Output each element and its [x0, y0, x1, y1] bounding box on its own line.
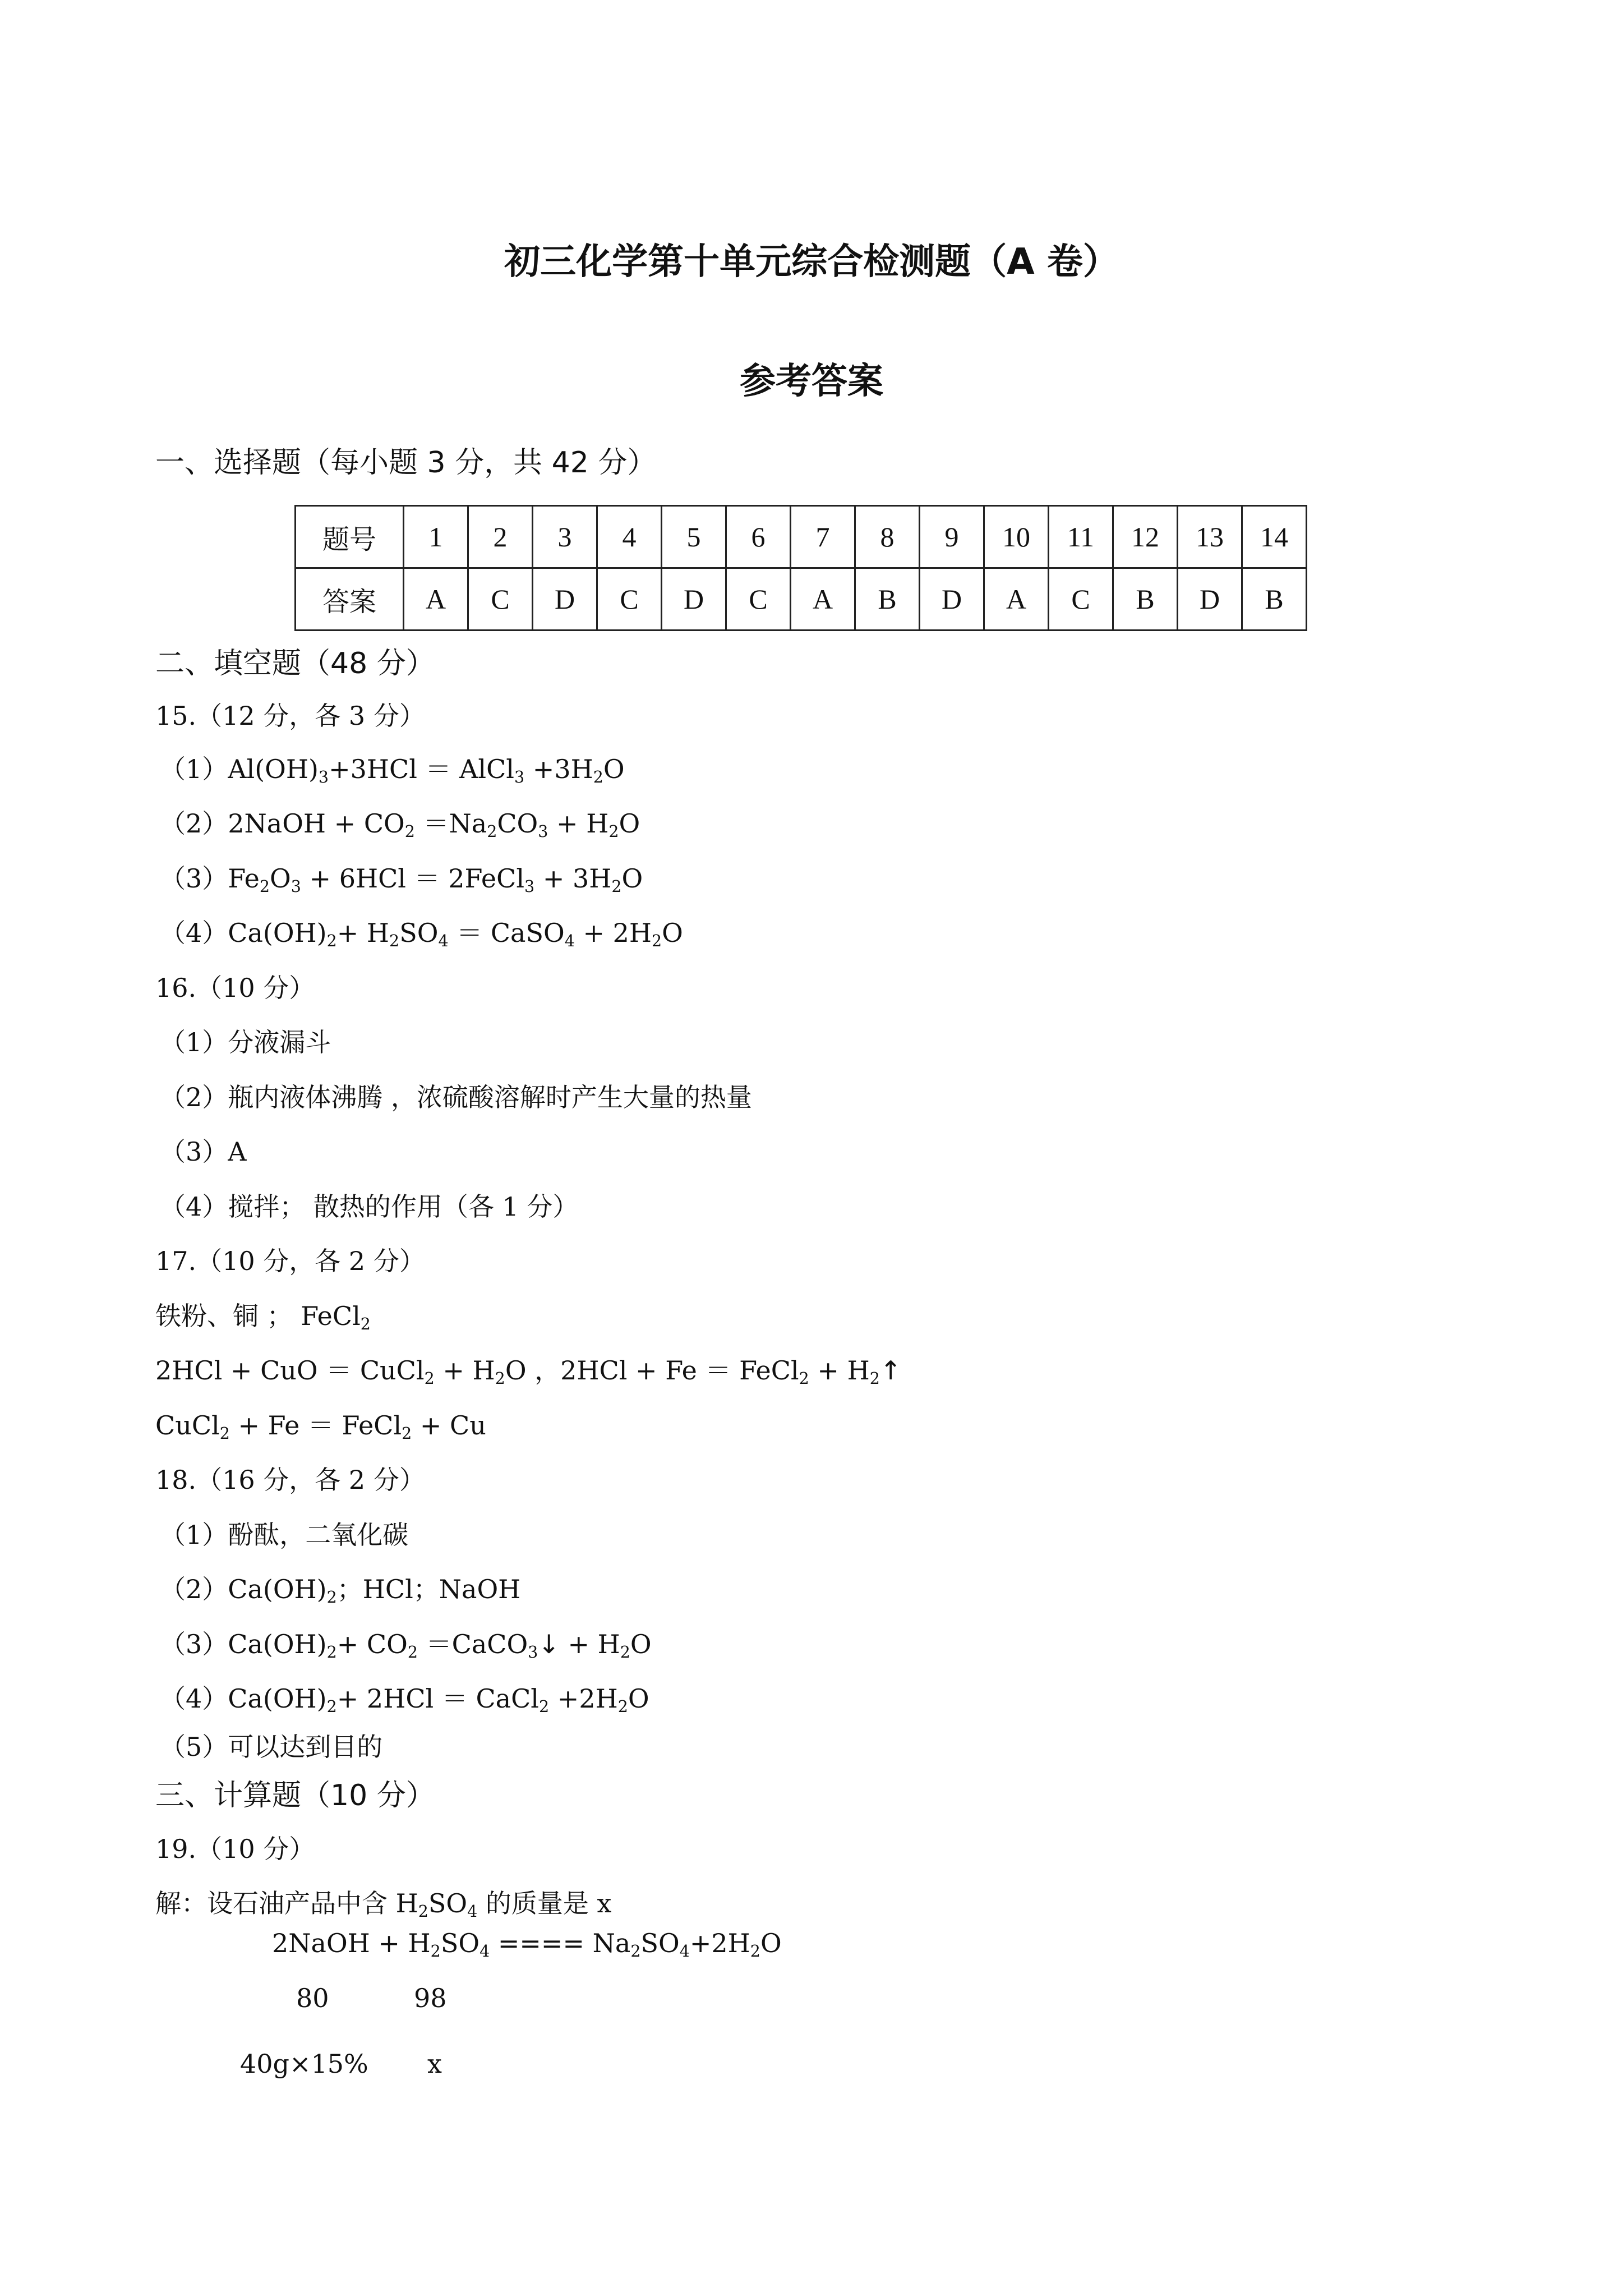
q19-unknown: x [427, 2049, 442, 2079]
q17-answer-2: 2HCl + CuO ＝ CuCl$_2$ + $H_2O$ ，2HCl + Fe ＝ FeCl$_2$ + $H_2↑$ [155, 1355, 902, 1388]
q15-answer-2: （2）2NaOH + $CO_2 =Na_2CO_3 + H_2O$ [160, 808, 640, 841]
row-label-number: 题号 [296, 506, 404, 568]
q19-label: 19.（10 分） [155, 1834, 315, 1864]
q18-label: 18.（16 分，各 2 分） [155, 1465, 425, 1495]
table-cell-answer: B [1242, 568, 1307, 631]
table-cell-number: 10 [984, 506, 1049, 568]
gas-arrow-icon: ↑ [879, 1355, 902, 1386]
q19-mass-h2so4: 98 [414, 1983, 447, 2013]
row-label-answer: 答案 [296, 568, 404, 631]
q16-answer-1: （1）分液漏斗 [160, 1027, 331, 1057]
q17-label: 17.（10 分，各 2 分） [155, 1246, 425, 1276]
table-cell-answer: C [468, 568, 533, 631]
q15-answer-1: $(1)Al(OH)_3+3HCl$ ＝ AlCl$_3$ $+3H_2O$ [160, 754, 625, 786]
q19-equation: 2NaOH + $H_2SO_4$ ==== $Na_2SO_4+2H_2O$ [272, 1928, 782, 1961]
table-cell-answer: C [1049, 568, 1113, 631]
table-cell-number: 4 [597, 506, 662, 568]
table-cell-number: 6 [726, 506, 791, 568]
table-cell-answer: B [855, 568, 920, 631]
q16-answer-3: （3）A [160, 1137, 247, 1167]
table-row-answers [296, 568, 1307, 631]
table-cell-answer: C [597, 568, 662, 631]
table-cell-number: 5 [662, 506, 726, 568]
table-cell-number: 14 [1242, 506, 1307, 568]
table-cell-number: 8 [855, 506, 920, 568]
table-cell-answer: D [1178, 568, 1242, 631]
table-cell-number: 2 [468, 506, 533, 568]
table-cell-number: 12 [1113, 506, 1178, 568]
q17-answer-1: 铁粉、铜 ； FeCl$_2$ [155, 1301, 371, 1333]
q18-answer-2: $(2)Ca(OH)_2$；HCl；NaOH [160, 1574, 521, 1607]
table-cell-number: 13 [1178, 506, 1242, 568]
q18-answer-3: $(3)Ca(OH)_2+ CO_2$ ＝CaCO$_3$↓ + $H_2O$ [160, 1629, 652, 1662]
table-cell-number: 7 [791, 506, 855, 568]
section3-heading: 三、计算题（10 分） [155, 1779, 435, 1812]
q15-answer-3: $(3)Fe_2O_3 + 6HCl$ ＝ 2FeCl$_3$ + $3H_2O$ [160, 863, 643, 896]
section2-heading: 二、填空题（48 分） [155, 647, 435, 680]
q15-label: 15.（12 分，各 3 分） [155, 701, 425, 731]
precipitate-arrow-icon: ↓ [538, 1629, 560, 1659]
page-subtitle: 参考答案 [740, 361, 883, 402]
table-cell-answer: B [1113, 568, 1178, 631]
section1-heading: 一、选择题（每小题 3 分，共 42 分） [155, 446, 657, 480]
page-title: 初三化学第十单元综合检测题（A 卷） [504, 241, 1119, 283]
q15-answer-4: $(4)Ca(OH)_2+ H_2SO_4$ ＝ CaSO$_4$ + $2H_2O$ [160, 918, 683, 950]
table-cell-number: 11 [1049, 506, 1113, 568]
q16-answer-4: （4）搅拌； 散热的作用（各 1 分） [160, 1191, 579, 1222]
table-cell-answer: A [404, 568, 468, 631]
q16-label: 16.（10 分） [155, 973, 315, 1003]
table-cell-answer: A [791, 568, 855, 631]
q18-answer-4: $(4)Ca(OH)_2+ 2HCl$ ＝ CaCl$_2$ $+2H_2O$ [160, 1683, 649, 1716]
table-cell-number: 3 [533, 506, 597, 568]
table-cell-answer: C [726, 568, 791, 631]
q19-given-mass: 40g×15% [240, 2049, 368, 2079]
table-cell-number: 1 [404, 506, 468, 568]
table-cell-number: 9 [920, 506, 984, 568]
table-cell-answer: D [920, 568, 984, 631]
q18-answer-1: （1）酚酞，二氧化碳 [160, 1520, 409, 1550]
table-cell-answer: D [533, 568, 597, 631]
table-row-numbers [296, 506, 1307, 568]
table-cell-answer: D [662, 568, 726, 631]
q16-answer-2: （2）瓶内液体沸腾 ，浓硫酸溶解时产生大量的热量 [160, 1082, 752, 1112]
q19-intro: 解：设石油产品中含 $H_2SO_4$ 的质量是 x [155, 1888, 612, 1921]
q19-mass-naoh: 80 [296, 1983, 329, 2013]
table-cell-answer: A [984, 568, 1049, 631]
q17-answer-3: CuCl$_2$ + Fe ＝ FeCl$_2$ + Cu [155, 1410, 486, 1443]
q18-answer-5: （5）可以达到目的 [160, 1732, 383, 1762]
answer-table [294, 505, 1307, 631]
